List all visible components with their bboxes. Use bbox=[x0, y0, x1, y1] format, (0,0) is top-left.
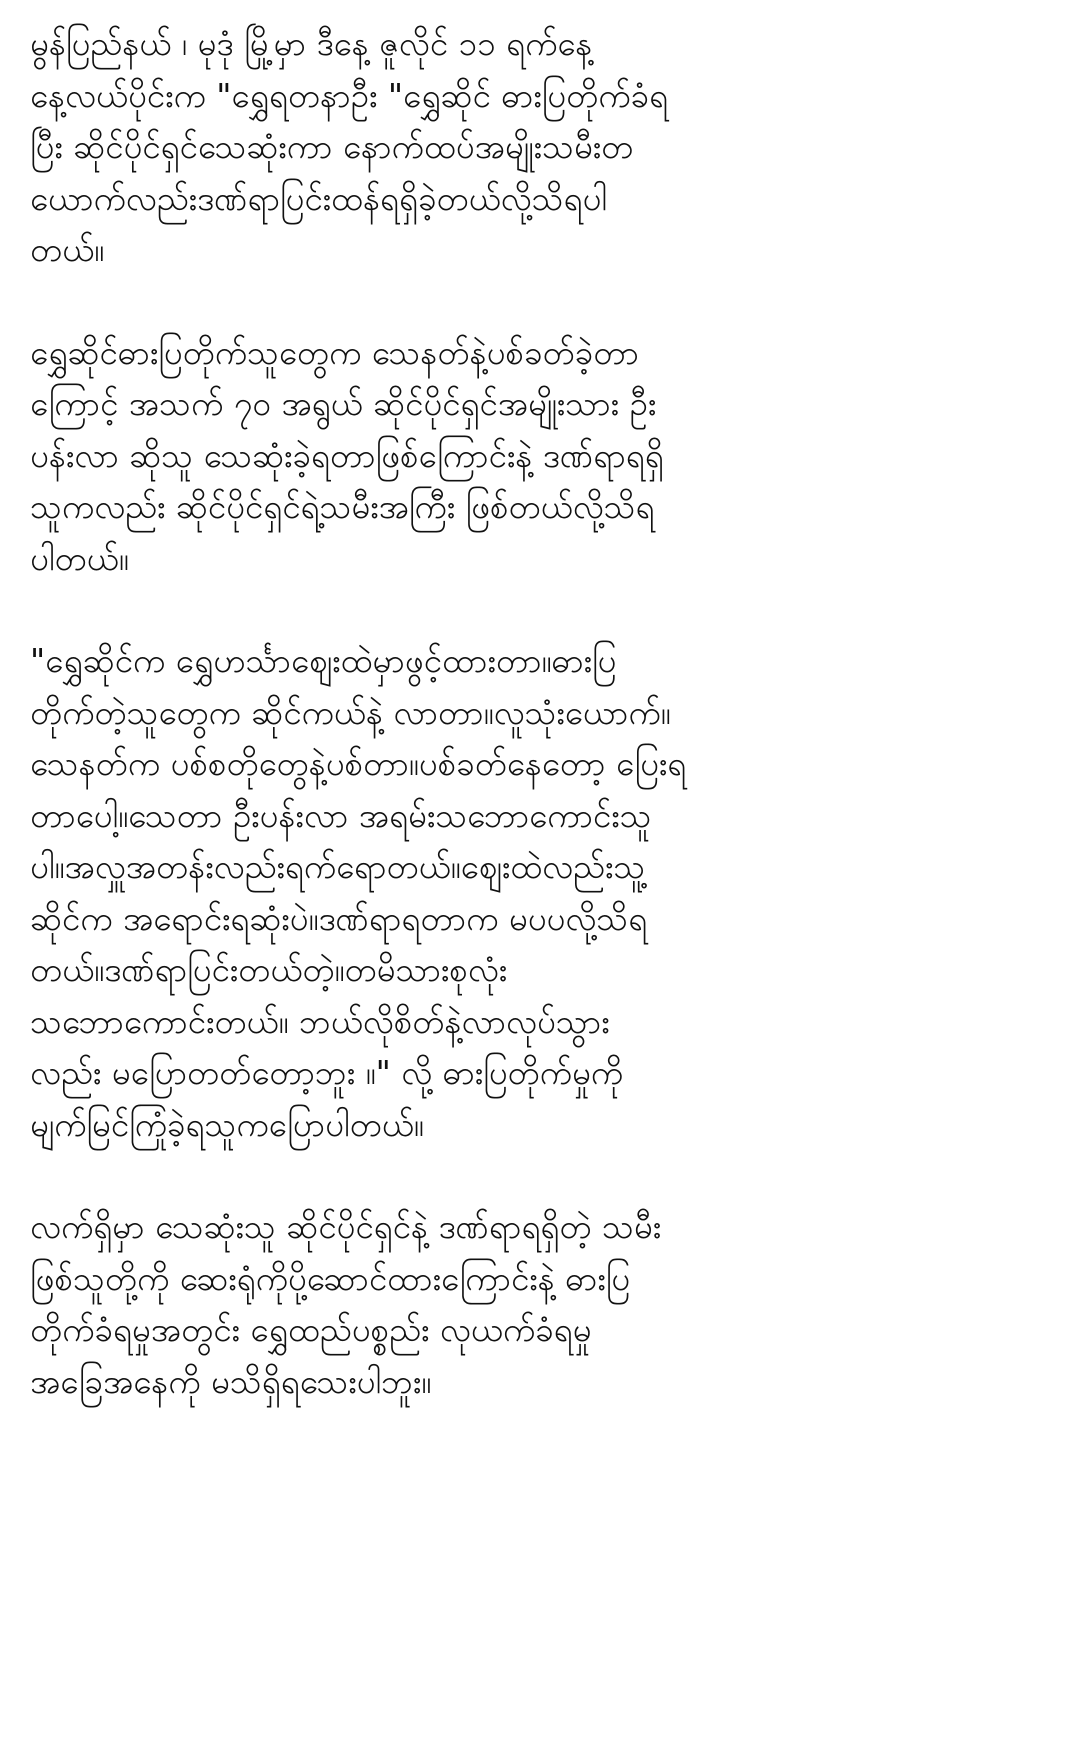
text-line: ပါတယ်။ bbox=[30, 538, 129, 578]
text-line: ကြောင့် အသက် ၇၀ အရွယ် ဆိုင်ပိုင်ရှင်အမျိုးသား ဦး bbox=[30, 384, 657, 423]
text-line: သေနတ်က ပစ်စတိုတွေနဲ့ပစ်တာ။ပစ်ခတ်နေတော့ ပြေးရ bbox=[30, 744, 687, 783]
text-line: ယောက်လည်းဒဏ်ရာပြင်းထန်ရရှိခဲ့တယ်လို့သိရပါ bbox=[30, 178, 607, 218]
article-paragraph-1 bbox=[30, 18, 950, 276]
news-article bbox=[30, 18, 950, 1458]
text-line: ပါ။အလှူအတန်းလည်းရက်ရောတယ်။ဈေးထဲလည်းသူ့ bbox=[30, 847, 646, 886]
text-line: တယ်။ဒဏ်ရာပြင်းတယ်တဲ့။တမိသားစုလုံး bbox=[30, 950, 508, 989]
text-line: တိုက်ခံရမှုအတွင်း ရွှေထည်ပစ္စည်း လုယက်ခံရမှု bbox=[30, 1310, 592, 1349]
text-line: မွန်ပြည်နယ် ၊ မုဒုံ မြို့မှာ ဒီနေ့ ဇူလိုင် ၁၁ ရက်နေ့ bbox=[30, 24, 593, 63]
article-paragraph-2 bbox=[30, 327, 950, 585]
text-line: တာပေါ့။သေတာ ဦးပန်းလာ အရမ်းသဘောကောင်းသူ bbox=[30, 795, 652, 835]
text-line: သဘောကောင်းတယ်။ ဘယ်လိုစိတ်နဲ့လာလုပ်သွား bbox=[30, 1001, 610, 1041]
text-line: ပြီး ဆိုင်ပိုင်ရှင်သေဆုံးကာ နောက်ထပ်အမျိုးသမီးတ bbox=[30, 127, 634, 166]
text-line: နေ့လယ်ပိုင်းက "ရွှေရတနာဦး "ရွှေဆိုင် ဓားပြတိုက်ခံရ bbox=[30, 75, 669, 115]
text-line: အခြေအနေကို မသိရှိရသေးပါဘူး။ bbox=[30, 1361, 432, 1401]
text-line: လက်ရှိမှာ သေဆုံးသူ ဆိုင်ပိုင်ရှင်နဲ့ ဒဏ်ရာရရှိတဲ့ သမီး bbox=[30, 1207, 662, 1246]
text-line: ပန်းလာ ဆိုသူ သေဆုံးခဲ့ရတာဖြစ်ကြောင်းနဲ့ ဒဏ်ရာရရှိ bbox=[30, 435, 664, 475]
text-line: ရွှေဆိုင်ဓားပြတိုက်သူတွေက သေနတ်နဲ့ပစ်ခတ်ခဲ့တာ bbox=[30, 332, 639, 372]
text-line: သူကလည်း ဆိုင်ပိုင်ရှင်ရဲ့သမီးအကြီး ဖြစ်တယ်လို့သိရ bbox=[30, 487, 655, 526]
article-paragraph-4 bbox=[30, 1201, 950, 1407]
text-line: ဆိုင်က အရောင်းရဆုံးပဲ။ဒဏ်ရာရတာက မပပလို့သိရ bbox=[30, 898, 648, 938]
text-line: လည်း မပြောတတ်တော့ဘူး ။" လို့ ဓားပြတိုက်မှုကို bbox=[30, 1053, 624, 1092]
text-line: တိုက်တဲ့သူတွေက ဆိုင်ကယ်နဲ့ လာတာ။လူသုံးယောက်။ bbox=[30, 692, 671, 732]
text-line: မျက်မြင်ကြုံခဲ့ရသူကပြောပါတယ်။ bbox=[30, 1104, 424, 1144]
article-paragraph-3-quote bbox=[30, 635, 950, 1150]
text-line: တယ်။ bbox=[30, 230, 105, 269]
text-line: "ရွှေဆိုင်က ရွှေဟင်္သာဈေးထဲမှာဖွင့်ထားတာ။ဓားပြ bbox=[30, 641, 617, 680]
text-line: ဖြစ်သူတို့ကို ဆေးရုံကိုပို့ဆောင်ထားကြောင်းနဲ့ ဓားပြ bbox=[30, 1258, 631, 1298]
